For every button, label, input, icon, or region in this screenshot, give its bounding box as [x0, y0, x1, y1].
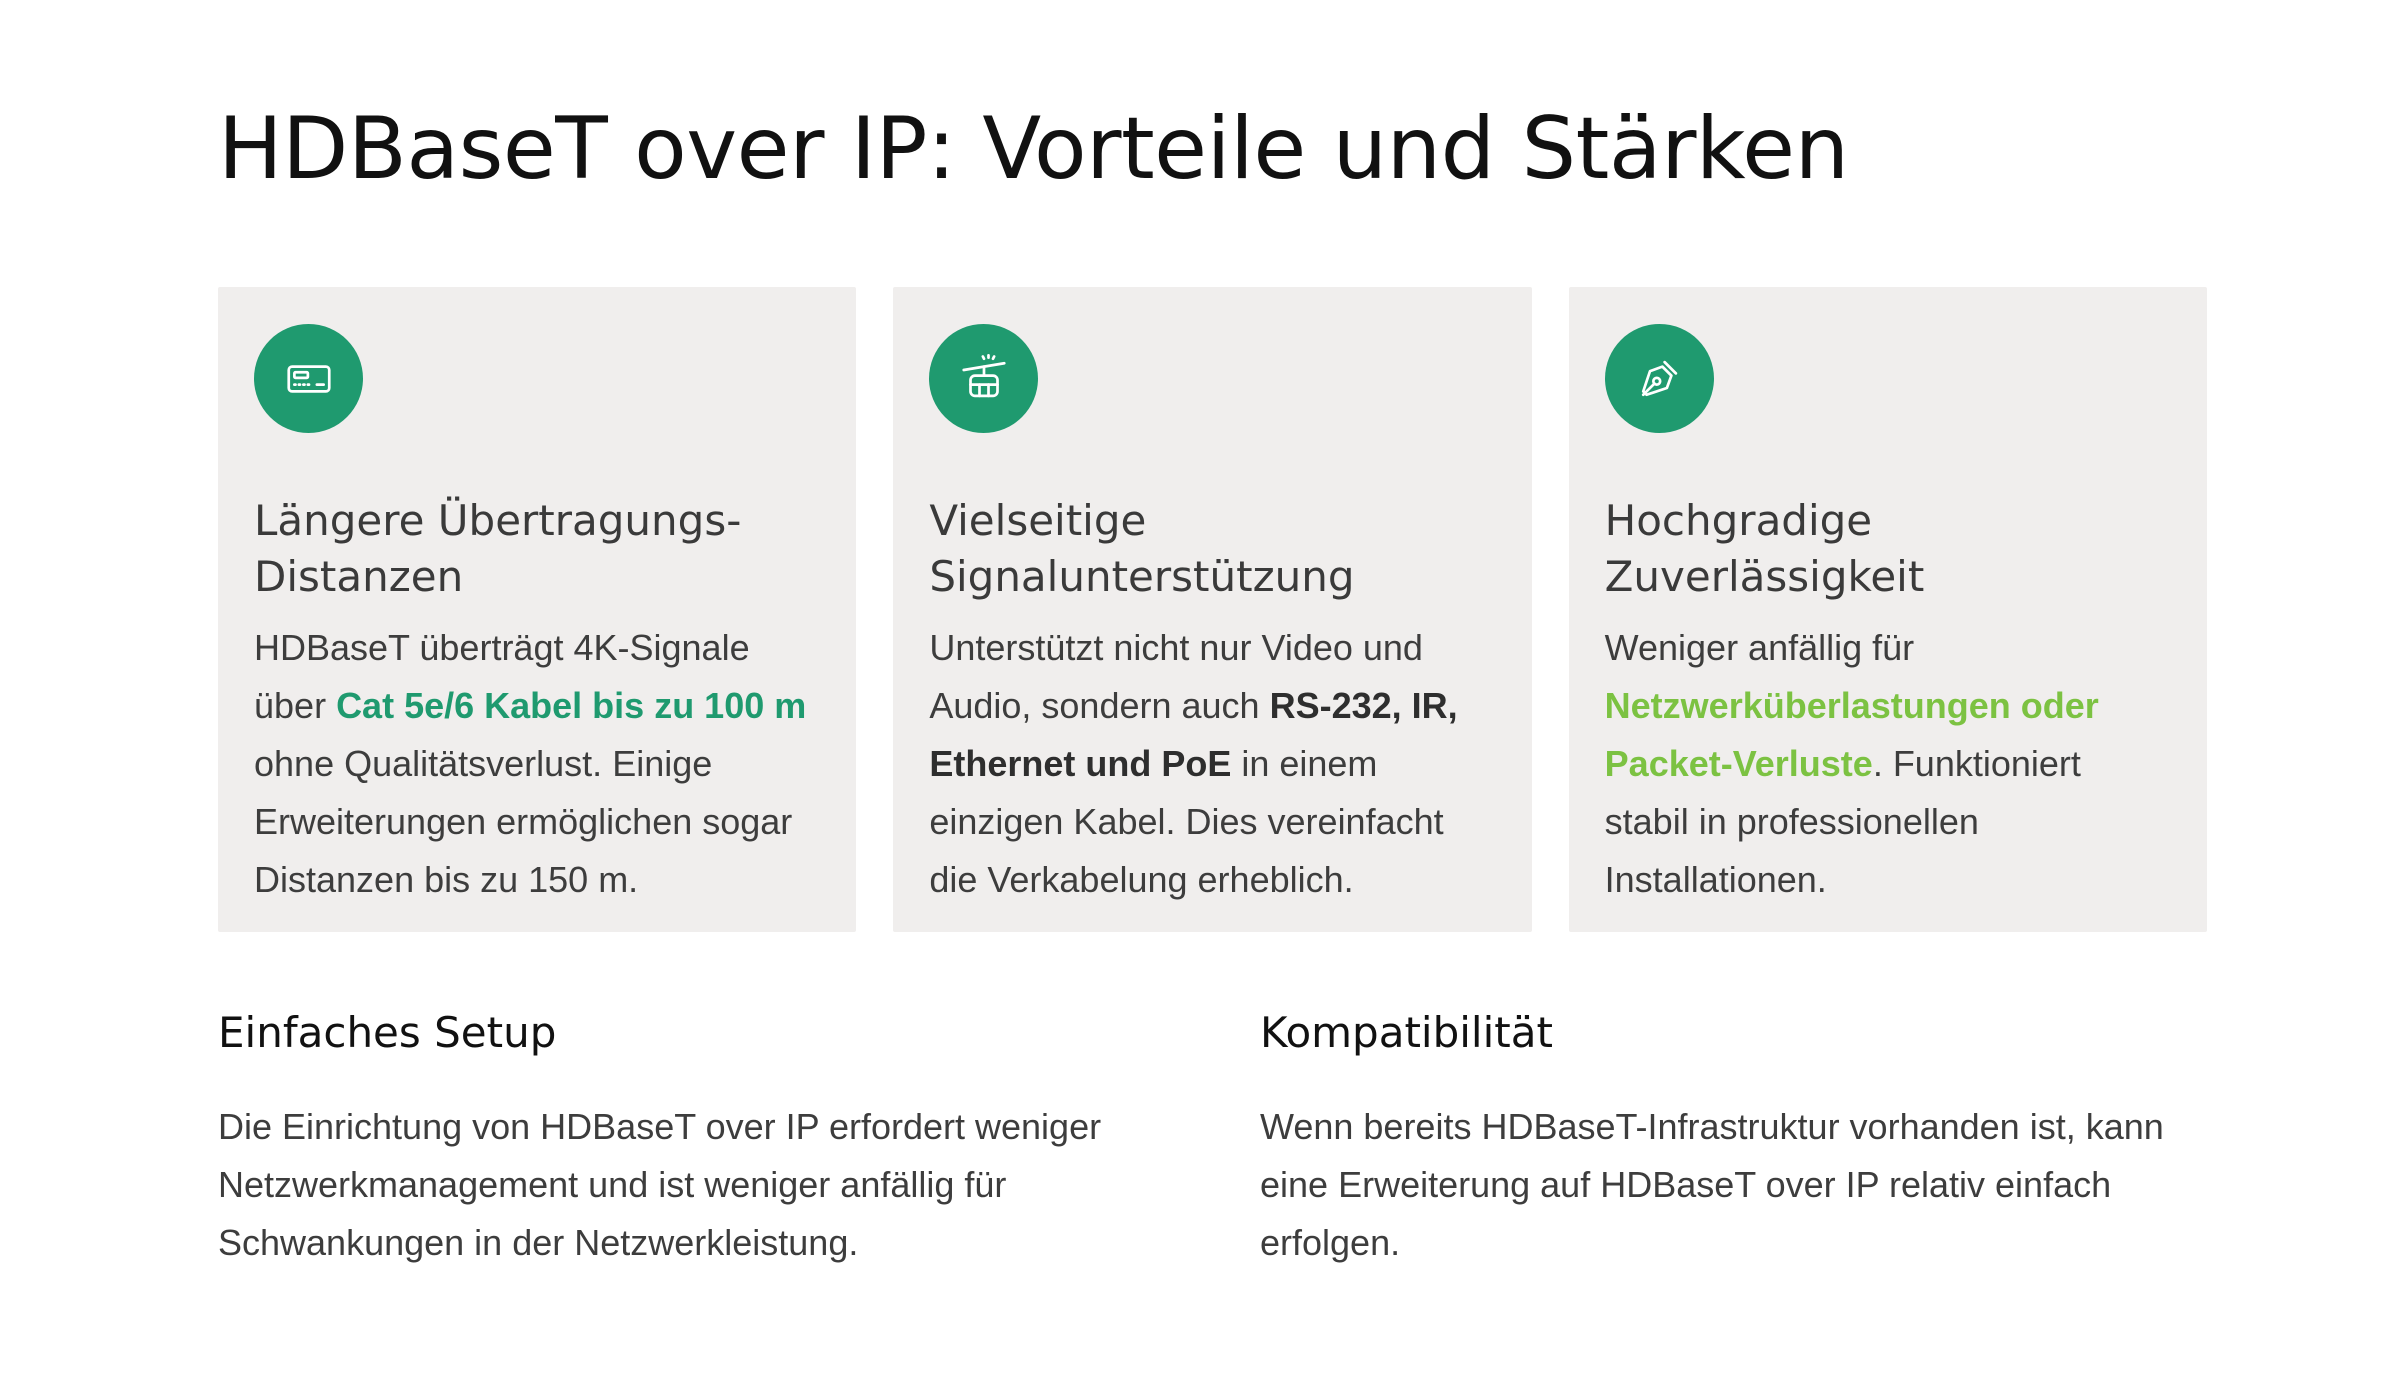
highlight-text: Cat 5e/6 Kabel bis zu 100 m [336, 685, 807, 726]
card-text: HDBaseT überträgt 4K-Signale über Cat 5e/6 Kabel bis zu 100 m ohne Qualitätsverlust. Einige Erweiterungen ermöglichen sogar Distanzen bis zu 150 m. [254, 627, 807, 900]
card-title: Vielseitige Signalunterstützung [929, 496, 1355, 601]
section-title: Einfaches Setup [218, 1008, 557, 1057]
feature-cards [218, 287, 2207, 932]
card-title: Längere Übertragungs-Distanzen [254, 496, 742, 601]
cable-car-icon [929, 324, 1038, 433]
feature-card-signals [893, 287, 1531, 932]
section-text: Die Einrichtung von HDBaseT over IP erfordert weniger Netzwerkmanagement und ist weniger anfällig für Schwankungen in der Netzwerkleistung. [218, 1106, 1102, 1263]
page-title: HDBaseT over IP: Vorteile und Stärken [218, 99, 1849, 199]
section-compatibility [1260, 1000, 2220, 1272]
feature-card-distance [218, 287, 856, 932]
card-title: Hochgradige Zuverlässigkeit [1604, 496, 1925, 601]
pen-nib-icon [1605, 324, 1714, 433]
card-text: Weniger anfällig für Netzwerküberlastungen oder Packet-Verluste. Funktioniert stabil in professionellen Installationen. [1604, 627, 2099, 900]
card-text: Unterstützt nicht nur Video und Audio, sondern auch RS-232, IR, Ethernet und PoE in einem einzigen Kabel. Dies vereinfacht die Verkabelung erheblich. [929, 627, 1458, 900]
feature-card-reliability [1569, 287, 2207, 932]
section-title: Kompatibilität [1260, 1008, 1553, 1057]
section-easy-setup [218, 1000, 1178, 1272]
card-device-icon [254, 324, 363, 433]
section-text: Wenn bereits HDBaseT-Infrastruktur vorhanden ist, kann eine Erweiterung auf HDBaseT over IP relativ einfach erfolgen. [1260, 1106, 2164, 1263]
highlight-text: RS-232, IR, Ethernet und PoE [929, 685, 1458, 784]
highlight-text: Netzwerküberlastungen oder Packet-Verluste [1604, 685, 2099, 784]
